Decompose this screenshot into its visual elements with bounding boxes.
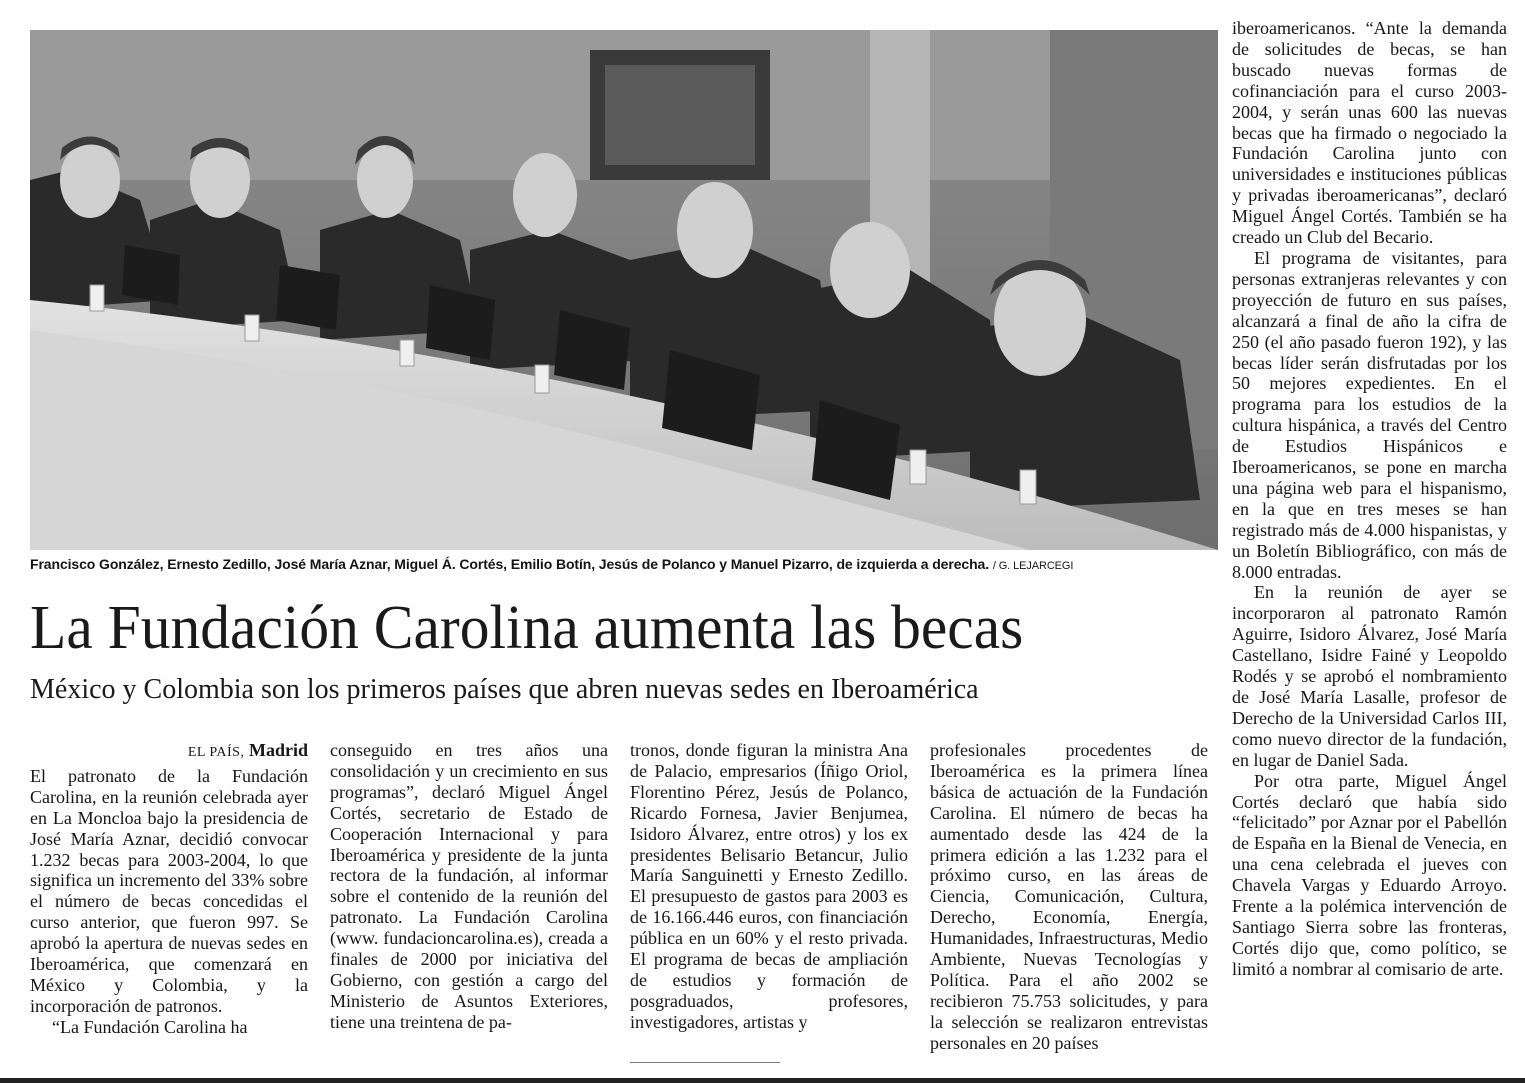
paragraph: Por otra parte, Miguel Ángel Cortés declaró que había sido “felicitado” por Aznar por el Pabellón de España en la Bienal de Venecia, en una cena celebrada el jueves con Chavela Vargas y Eduardo Arroyo. Frente a la polémica intervención de Santiago Sierra sobre las fronteras, Cortés dijo que, como político, se limitó a nombrar al comisario de arte.	[1232, 770, 1507, 979]
dateline	[30, 740, 308, 764]
article-column-5	[1232, 18, 1507, 980]
dateline-paper: EL PAÍS,	[187, 745, 245, 760]
paragraph: “La Fundación Carolina ha	[52, 1016, 248, 1037]
photo-caption	[30, 556, 1225, 572]
paragraph: profesionales procedentes de Iberoamérica es la primera línea básica de actuación de la Fundación Carolina. El número de becas ha aumentado desde las 424 de la primera edición a las 1.232 para el próximo curso, en las áreas de Ciencia, Comunicación, Cultura, Derecho, Economía, Energía, Humanidades, Infraestructuras, Medio Ambiente, Nuevas Tecnologías y Política. Para el año 2002 se recibieron 75.753 solicitudes, y para la selección se realizaron entrevistas personales en 20 países	[930, 740, 1208, 1053]
meeting-photo-illustration	[30, 30, 1218, 550]
headline: La Fundación Carolina aumenta las becas	[30, 594, 1024, 662]
dateline-city: Madrid	[248, 740, 308, 760]
paragraph: El patronato de la Fundación Carolina, en la reunión celebrada ayer en La Moncloa bajo la presidencia de José María Aznar, decidió convocar 1.232 becas para 2003-2004, lo que significa un incremento del 33% sobre el número de becas concedidas el curso anterior, que fueron 997. Se aprobó la apertura de nuevas sedes en Iberoamérica, que comenzará en México y Colombia, y la incorporación de patronos.	[30, 765, 308, 1016]
article-column-1	[30, 740, 308, 1038]
photo-credit: / G. LEJARCEGI	[992, 560, 1074, 572]
paragraph: En la reunión de ayer se incorporaron al patronato Ramón Aguirre, Isidoro Álvarez, José María Castellano, Isidre Fainé y Leopoldo Rodés y se aprobó el nombramiento de José María Lasalle, profesor de Derecho de la Universidad Carlos III, como nuevo director de la fundación, en lugar de Daniel Sada.	[1232, 582, 1507, 770]
article-column-3	[630, 740, 908, 1033]
paragraph: conseguido en tres años una consolidación y un crecimiento en sus programas”, declaró Miguel Ángel Cortés, secretario de Estado de Cooperación Internacional y para Iberoamérica y presidente de la junta rectora de la fundación, al informar sobre el contenido de la reunión del patronato. La Fundación Carolina (www. fundacioncarolina.es), creada a finales de 2000 por iniciativa del Gobierno, con gestión a cargo del Ministerio de Asuntos Exteriores, tiene una treintena de pa-	[330, 740, 608, 1032]
news-photo	[30, 30, 1218, 550]
article-column-4	[930, 740, 1208, 1054]
paragraph: tronos, donde figuran la ministra Ana de Palacio, empresarios (Íñigo Oriol, Florentino Pérez, Jesús de Polanco, Ricardo Fornesa, Javier Benjumea, Isidoro Álvarez, entre otros) y los ex presidentes Belisario Betancur, Julio María Sanguinetti y Ernesto Zedillo. El presupuesto de gastos para 2003 es de 16.166.446 euros, con financiación pública en un 60% y el resto privada. El programa de becas de ampliación de estudios y formación de posgraduados, profesores, investigadores, artistas y	[630, 740, 908, 1032]
page-bottom-rule	[0, 1078, 1525, 1083]
subheadline: México y Colombia son los primeros países que abren nuevas sedes en Iberoamérica	[30, 674, 979, 705]
paragraph: iberoamericanos. “Ante la demanda de solicitudes de becas, se han buscado nuevas formas de cofinanciación para el curso 2003-2004, y serán unas 600 las nuevas becas que ha firmado o negociado la Fundación Carolina junto con universidades e instituciones públicas y privadas iberoamericanas”, declaró Miguel Ángel Cortés. También se ha creado un Club del Becario.	[1232, 18, 1507, 248]
article-column-2	[330, 740, 608, 1033]
column-end-rule	[630, 1062, 780, 1063]
paragraph: El programa de visitantes, para personas extranjeras relevantes y con proyección de futuro en sus países, alcanzará a final de año la cifra de 250 (el año pasado fueron 192), y las becas líder serán disfrutadas por los 50 mejores expedientes. En el programa para los estudios de la cultura hispánica, a través del Centro de Estudios Hispánicos e Iberoamericanos, se pone en marcha una página web para el hispanismo, en la que en tres meses se han registrado más de 4.000 hispanistas, y un Boletín Bibliográfico, con más de 8.000 entradas.	[1232, 247, 1507, 582]
photo-caption-text: Francisco González, Ernesto Zedillo, José María Aznar, Miguel Á. Cortés, Emilio Botín, Jesús de Polanco y Manuel Pizarro, de izquierda a derecha.	[30, 556, 990, 572]
